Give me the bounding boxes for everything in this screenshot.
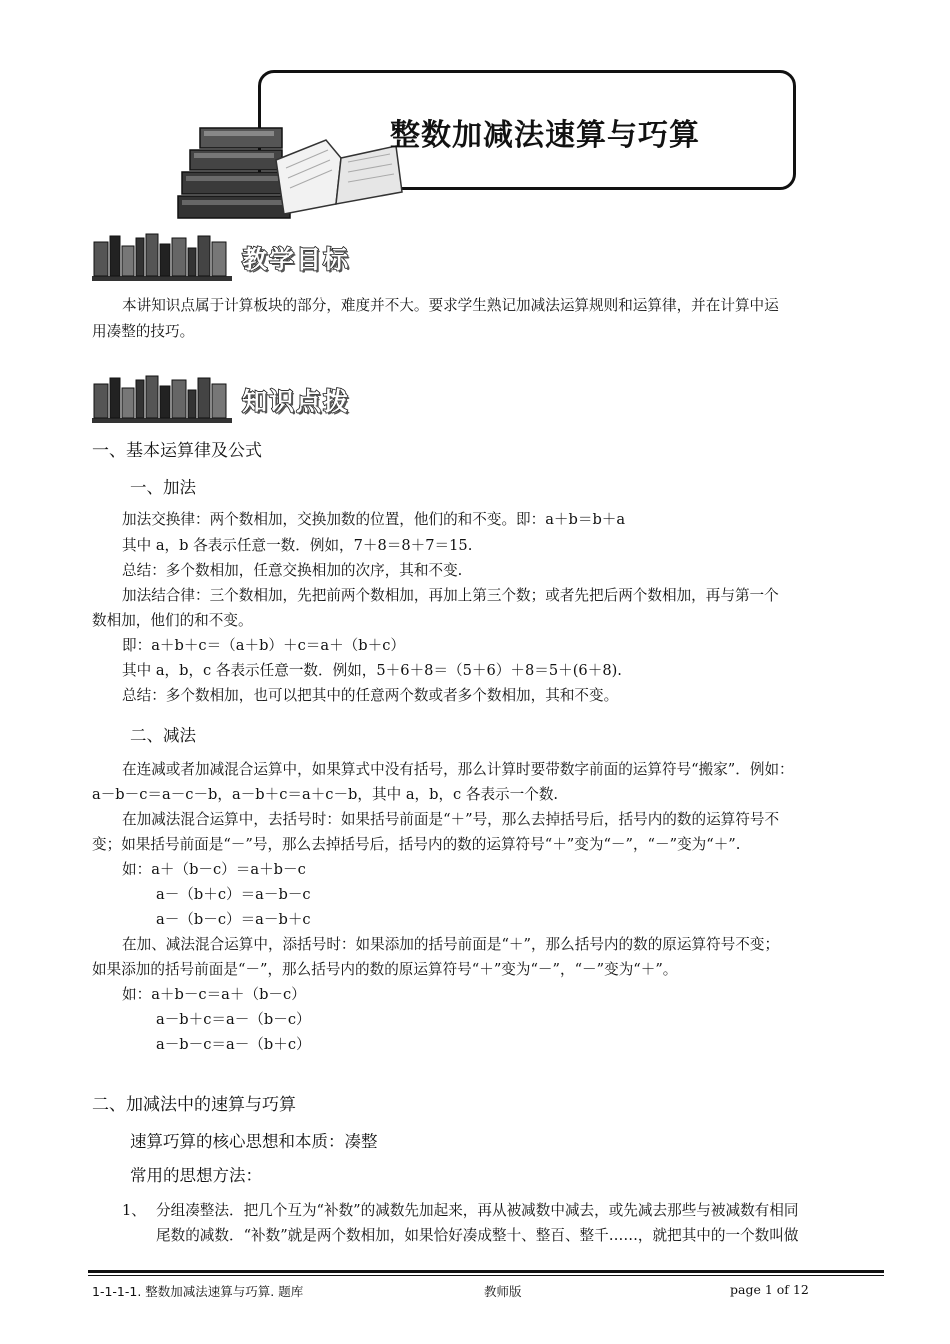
subtraction-line-11: a－b＋c＝a－（b－c） (156, 1011, 311, 1028)
subtraction-line-6: a－（b＋c）＝a－b－c (156, 886, 311, 903)
section-banner-goal (92, 228, 372, 284)
subtraction-line-3: 在加减法混合运算中，去括号时：如果括号前面是“＋”号，那么去掉括号后，括号内的数的运算符号不 (122, 811, 780, 828)
section-banner-knowledge (92, 370, 372, 426)
bookshelf-icon (92, 232, 232, 282)
footer-doc-title: 1-1-1-1. 整数加减法速算与巧算. 题库 (92, 1284, 304, 1299)
footer-page-number: page 1 of 12 (730, 1282, 809, 1297)
addition-line-5: 数相加，他们的和不变。 (92, 612, 253, 629)
list-item-number: 1、 (122, 1202, 146, 1219)
subtraction-line-10: 如：a＋b－c＝a＋（b－c） (122, 986, 306, 1003)
subtraction-line-5: 如：a＋（b－c）＝a＋b－c (122, 861, 306, 878)
addition-line-1: 加法交换律：两个数相加，交换加数的位置，他们的和不变。即：a＋b＝b＋a (122, 511, 626, 528)
list-item-line-2: 尾数的减数．“补数”就是两个数相加，如果恰好凑成整十、整百、整千……，就把其中的一个数叫做 (156, 1227, 799, 1244)
methods-label: 常用的思想方法： (130, 1166, 262, 1185)
subtraction-heading: 二、减法 (130, 726, 196, 745)
addition-line-7: 其中 a，b，c 各表示任意一数．例如，5＋6＋8＝（5＋6）＋8＝5＋(6＋8). (122, 662, 622, 679)
goal-text-line-1: 本讲知识点属于计算板块的部分，难度并不大。要求学生熟记加减法运算规则和运算律，并在计算中运 (122, 297, 779, 314)
subtraction-line-1: 在连减或者加减混合运算中，如果算式中没有括号，那么计算时要带数字前面的运算符号“搬家”．例如： (122, 761, 794, 778)
part1-heading: 一、基本运算律及公式 (92, 441, 262, 461)
part2-heading: 二、加减法中的速算与巧算 (92, 1095, 296, 1115)
subtraction-line-2: a－b－c＝a－c－b，a－b＋c＝a＋c－b，其中 a，b，c 各表示一个数. (92, 786, 559, 803)
subtraction-line-9: 如果添加的括号前面是“－”，那么括号内的数的原运算符号“＋”变为“－”，“－”变为“＋”。 (92, 961, 678, 978)
addition-line-8: 总结：多个数相加，也可以把其中的任意两个数或者多个数相加，其和不变。 (122, 687, 619, 704)
core-idea: 速算巧算的核心思想和本质：凑整 (130, 1132, 378, 1151)
subtraction-line-7: a－（b－c）＝a－b＋c (156, 911, 311, 928)
addition-line-2: 其中 a，b 各表示任意一数．例如，7＋8＝8＋7＝15. (122, 537, 473, 554)
footer-edition: 教师版 (484, 1284, 522, 1299)
subtraction-line-8: 在加、减法混合运算中，添括号时：如果添加的括号前面是“＋”，那么括号内的数的原运算符号不变； (122, 936, 780, 953)
addition-line-6: 即：a＋b＋c＝（a＋b）＋c＝a＋（b＋c） (122, 637, 405, 654)
goal-text-line-2: 用凑整的技巧。 (92, 323, 195, 340)
subtraction-line-12: a－b－c＝a－（b＋c） (156, 1036, 311, 1053)
books-icon (176, 118, 406, 220)
footer-rule-thin (88, 1275, 884, 1276)
addition-line-3: 总结：多个数相加，任意交换相加的次序，其和不变. (122, 562, 463, 579)
section-label: 教学目标 (242, 245, 351, 274)
list-item-line-1: 分组凑整法．把几个互为“补数”的减数先加起来，再从被减数中减去，或先减去那些与被减数有相同 (156, 1202, 799, 1219)
footer-rule-thick (88, 1270, 884, 1273)
addition-heading: 一、加法 (130, 478, 196, 497)
addition-line-4: 加法结合律：三个数相加，先把前两个数相加，再加上第三个数；或者先把后两个数相加，再与第一个 (122, 587, 779, 604)
page-title: 整数加减法速算与巧算 (390, 118, 700, 153)
section-label: 知识点拨 (242, 387, 351, 416)
subtraction-line-4: 变；如果括号前面是“－”号，那么去掉括号后，括号内的数的运算符号“＋”变为“－”，“－”变为“＋”. (92, 836, 741, 853)
bookshelf-icon (92, 374, 232, 424)
